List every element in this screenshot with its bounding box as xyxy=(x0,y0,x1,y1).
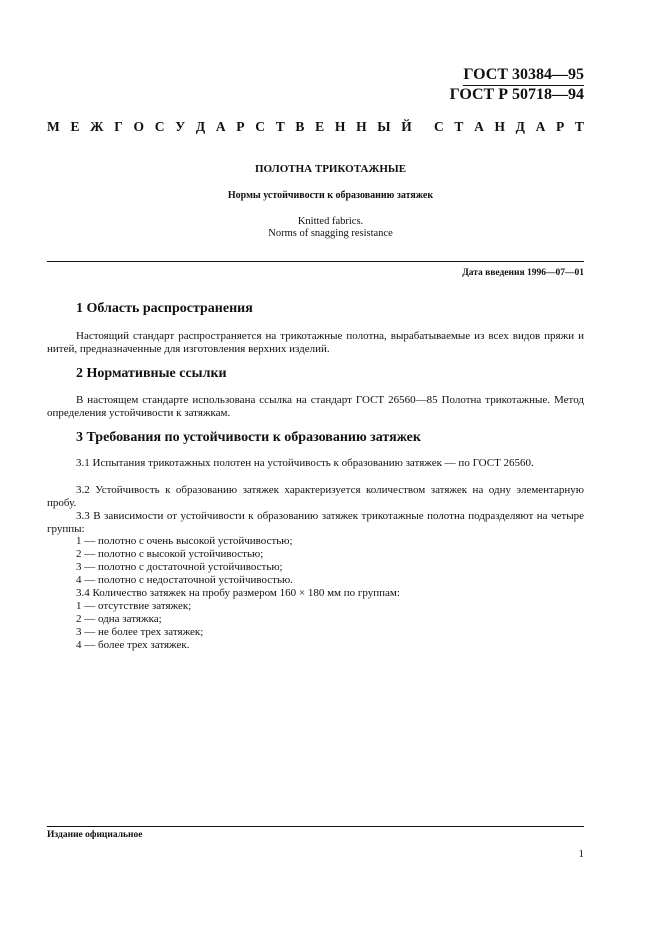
banner-letter: Г xyxy=(114,119,123,134)
banner-letter: Н xyxy=(334,119,346,134)
standard-codes xyxy=(450,66,584,104)
clause-3-1: 3.1 Испытания трикотажных полотен на устойчивость к образованию затяжек — по ГОСТ 26560. xyxy=(76,457,534,469)
banner-letter: С xyxy=(434,119,444,134)
count-item: 3 — не более трех затяжек; xyxy=(76,626,204,638)
banner-letter: В xyxy=(295,119,305,134)
banner-letter: С xyxy=(154,119,165,134)
banner-word-interstate xyxy=(47,119,412,135)
banner-letter: Й xyxy=(401,119,412,134)
banner-letter: О xyxy=(133,119,145,134)
banner-letter: С xyxy=(255,119,265,134)
banner-letter: Н xyxy=(356,119,367,134)
section-text-scope: Настоящий стандарт распространяется на трикотажные полотна, вырабатываемые из всех видов пряжи и нитей, предназначенные для изготовления верхних изделий. xyxy=(47,330,584,355)
banner-letter: М xyxy=(47,119,60,134)
banner-letter: Е xyxy=(70,119,80,134)
banner-letter: Д xyxy=(195,119,206,134)
banner-letter: Ж xyxy=(90,119,104,134)
banner-letter: А xyxy=(215,119,226,134)
banner-letter: Р xyxy=(236,119,245,134)
banner-letter: А xyxy=(474,119,484,134)
clause-3-2: 3.2 Устойчивость к образованию затяжек характеризуется количеством затяжек на одну элементарную пробу. xyxy=(47,484,584,509)
section-heading-scope: 1 Область распространения xyxy=(76,301,253,316)
banner-letter: Т xyxy=(275,119,285,134)
interstate-standard-banner xyxy=(47,119,584,135)
banner-word-standard xyxy=(434,119,584,135)
official-edition-label: Издание официальное xyxy=(47,830,143,840)
count-item: 1 — отсутствие затяжек; xyxy=(76,600,192,612)
banner-letter: Ы xyxy=(377,119,391,134)
banner-letter: А xyxy=(535,119,546,134)
banner-letter: Т xyxy=(574,119,584,134)
section-text-references: В настоящем стандарте использована ссылка на стандарт ГОСТ 26560—85 Полотна трикотажные. Метод определения устойчивости к затяжкам. xyxy=(47,394,584,419)
standard-code-gost-r: ГОСТ Р 50718—94 xyxy=(449,86,584,103)
clause-3-4: 3.4 Количество затяжек на пробу размером 160 × 180 мм по группам: xyxy=(76,587,400,599)
section-heading-references: 2 Нормативные ссылки xyxy=(76,366,227,381)
group-item: 3 — полотно с достаточной устойчивостью; xyxy=(76,561,283,573)
english-title xyxy=(0,216,661,240)
group-item: 2 — полотно с высокой устойчивостью; xyxy=(76,548,264,560)
clause-3-3: 3.3 В зависимости от устойчивости к образованию затяжек трикотажные полотна подразделяют на четыре группы: xyxy=(47,510,584,535)
english-title-line: Knitted fabrics. xyxy=(297,216,364,227)
count-item: 2 — одна затяжка; xyxy=(76,613,162,625)
banner-letter: Е xyxy=(315,119,325,134)
banner-letter: У xyxy=(175,119,186,134)
english-title-line: Norms of snagging resistance xyxy=(268,228,393,239)
introduction-date: Дата введения 1996—07—01 xyxy=(462,268,584,278)
page-number: 1 xyxy=(578,848,584,860)
banner-letter: Р xyxy=(556,119,565,134)
header-divider xyxy=(47,261,584,262)
banner-letter: Т xyxy=(454,119,464,134)
group-item: 1 — полотно с очень высокой устойчивостью; xyxy=(76,535,293,547)
banner-letter: Н xyxy=(494,119,505,134)
footer-divider xyxy=(47,826,584,827)
count-item: 4 — более трех затяжек. xyxy=(76,639,190,651)
standard-code-gost: ГОСТ 30384—95 xyxy=(463,66,584,86)
section-heading-requirements: 3 Требования по устойчивости к образованию затяжек xyxy=(76,430,421,445)
document-title: ПОЛОТНА ТРИКОТАЖНЫЕ xyxy=(254,163,407,175)
banner-letter: Д xyxy=(515,119,525,134)
group-item: 4 — полотно с недостаточной устойчивостью. xyxy=(76,574,293,586)
document-subtitle: Нормы устойчивости к образованию затяжек xyxy=(227,190,434,201)
